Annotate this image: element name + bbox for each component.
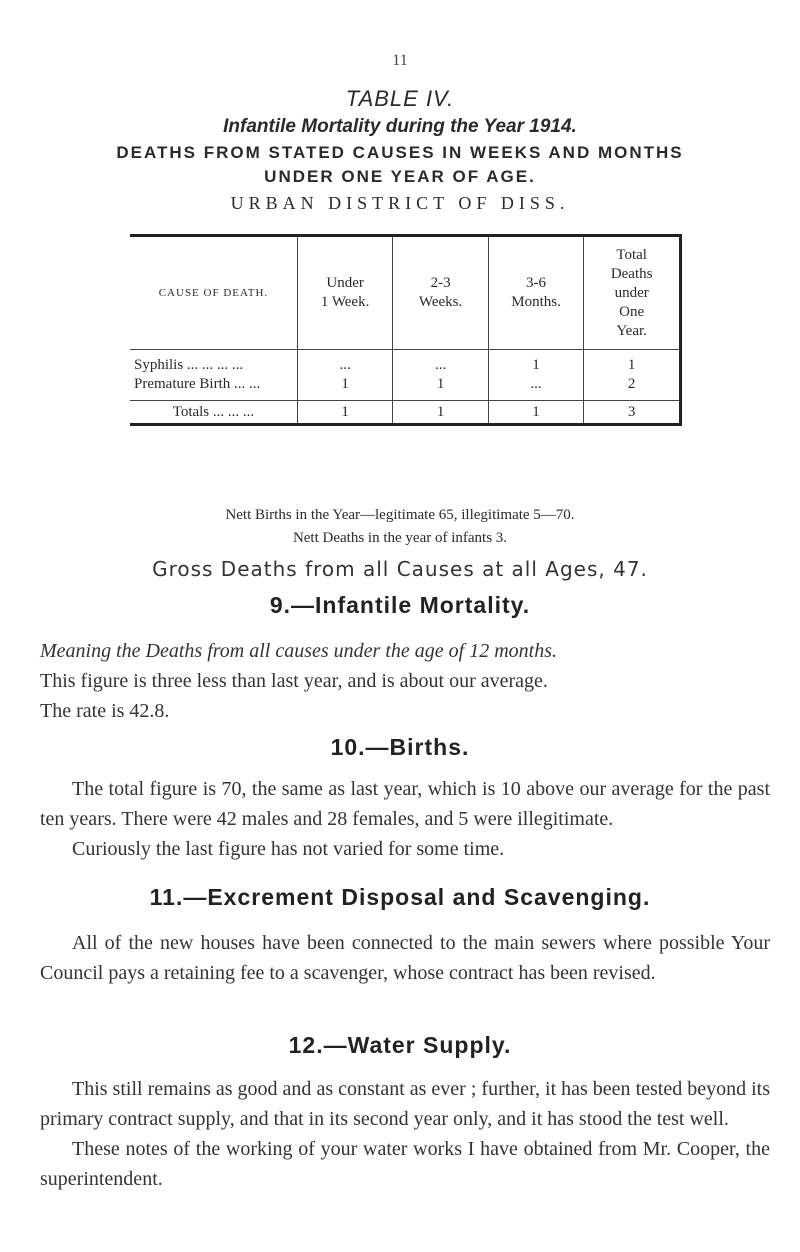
table-subtitle: Infantile Mortality during the Year 1914. [223, 116, 577, 137]
section-title-water-supply: 12.—Water Supply. [288, 1032, 512, 1058]
paragraph: This figure is three less than last year, and is about our average. [40, 670, 548, 692]
totals-2-3-weeks: 1 [393, 401, 488, 425]
header-total: Total Deaths under One Year. [584, 236, 681, 350]
totals-3-6-months: 1 [488, 401, 583, 425]
section-title-births: 10.—Births. [330, 734, 470, 760]
row-total: 1 [584, 350, 681, 376]
deaths-note: Nett Deaths in the year of infants 3. [292, 530, 508, 546]
table-row [130, 350, 681, 376]
paragraph: The total figure is 70, the same as last year, which is 10 above our average for the past ten years. There were 42 males and 28 females, and 5 were illegitimate. [40, 778, 770, 830]
paragraph: All of the new houses have been connected to the main sewers where possible Your Council pays a retaining fee to a scavenger, whose contract has been revised. [40, 932, 770, 984]
row-under-1-week: ... [297, 350, 392, 376]
births-note: Nett Births in the Year—legitimate 65, illegitimate 5—70. [225, 507, 575, 523]
paragraph: This still remains as good and as constant as ever ; further, it has been tested beyond its primary contract supply, and that in its second year only, and it has stood the test well. [40, 1078, 770, 1130]
header-under-1-week: Under 1 Week. [297, 236, 392, 350]
row-cause: Syphilis ... ... ... ... [134, 357, 244, 373]
page-number: 11 [392, 52, 408, 69]
district-name: URBAN DISTRICT OF DISS. [230, 193, 570, 213]
infant-deaths-table [130, 234, 682, 426]
section-infantile-mortality [40, 636, 770, 726]
section-excrement-disposal [40, 928, 770, 988]
header-cause: CAUSE OF DEATH. [130, 236, 297, 350]
paragraph: Meaning the Deaths from all causes under the age of 12 months. [40, 640, 557, 662]
header-2-3-weeks: 2-3 Weeks. [393, 236, 488, 350]
header-3-6-months: 3-6 Months. [488, 236, 583, 350]
totals-row [130, 401, 681, 425]
paragraph: Curiously the last figure has not varied for some time. [72, 838, 505, 860]
table-heading-line2: UNDER ONE YEAR OF AGE. [264, 167, 536, 186]
row-2-3-weeks: ... [393, 350, 488, 376]
section-water-supply [40, 1074, 770, 1194]
section-title-infantile-mortality: 9.—Infantile Mortality. [269, 592, 531, 618]
row-under-1-week: 1 [297, 375, 392, 401]
row-cause: Premature Birth ... ... [134, 376, 261, 392]
paragraph: These notes of the working of your water works I have obtained from Mr. Cooper, the superintendent. [40, 1138, 770, 1190]
section-title-excrement-disposal: 11.—Excrement Disposal and Scavenging. [149, 884, 651, 910]
table-row [130, 375, 681, 401]
totals-under-1-week: 1 [297, 401, 392, 425]
paragraph: The rate is 42.8. [40, 700, 170, 722]
row-3-6-months: 1 [488, 350, 583, 376]
gross-deaths-line: Gross Deaths from all Causes at all Ages, 47. [152, 557, 648, 581]
table-header-row [130, 236, 681, 350]
table-label: TABLE IV. [345, 86, 455, 111]
totals-total: 3 [584, 401, 681, 425]
totals-label: Totals ... ... ... [130, 401, 297, 425]
row-2-3-weeks: 1 [393, 375, 488, 401]
row-3-6-months: ... [488, 375, 583, 401]
row-total: 2 [584, 375, 681, 401]
table-heading-line1: DEATHS FROM STATED CAUSES IN WEEKS AND MONTHS [116, 143, 684, 162]
section-births [40, 774, 770, 864]
